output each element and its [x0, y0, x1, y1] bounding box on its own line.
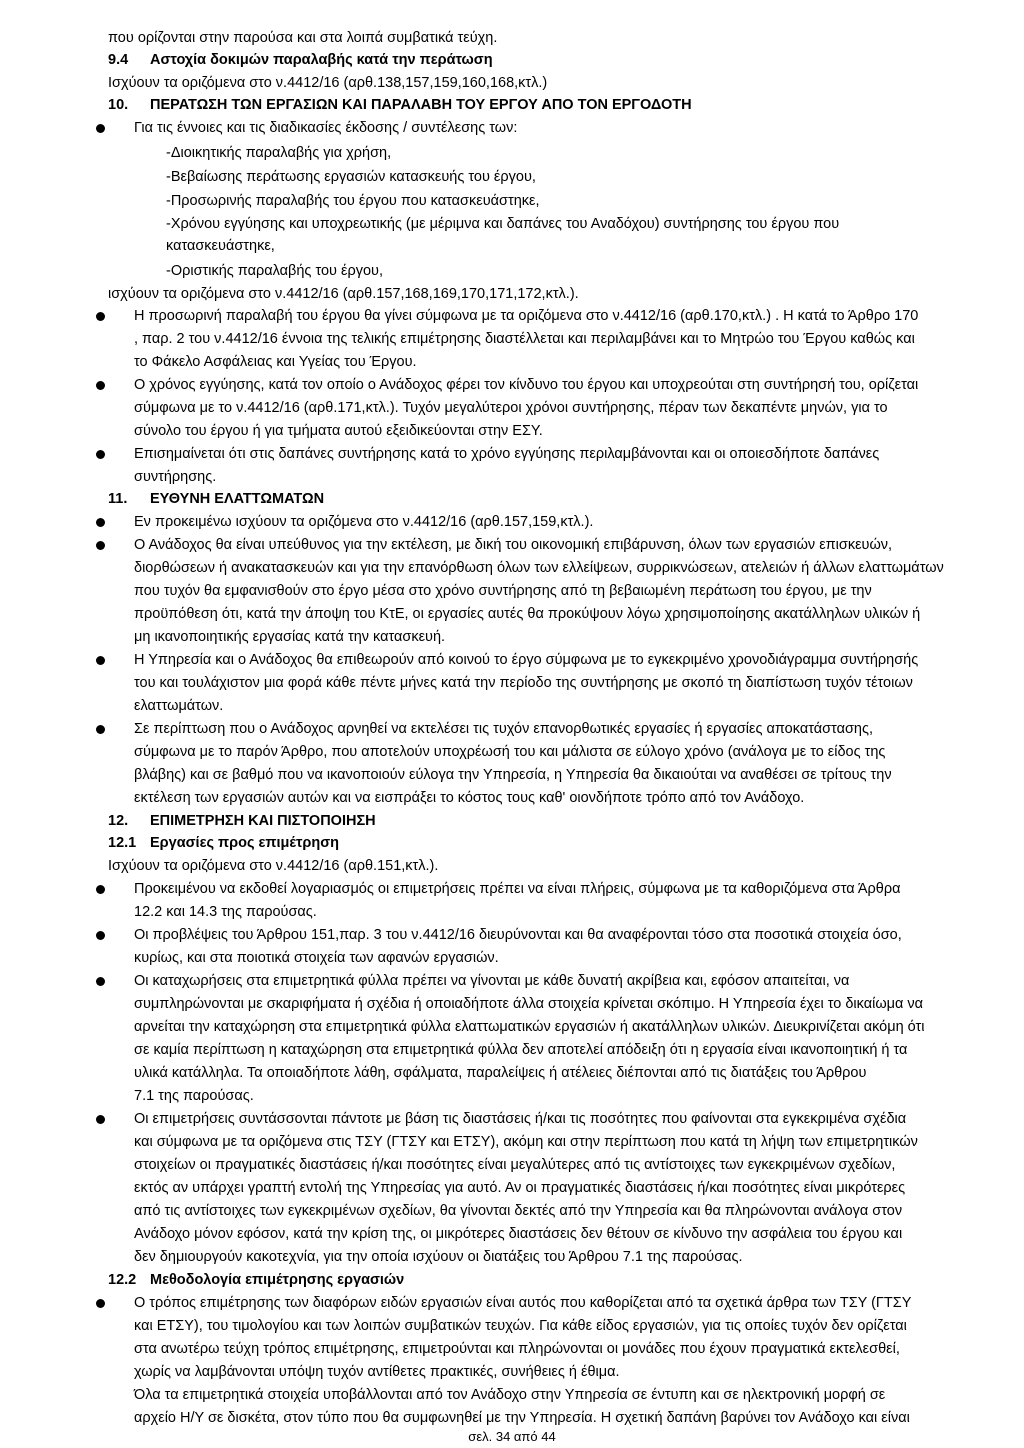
text-line: 12.2 και 14.3 της παρούσας. — [134, 904, 317, 920]
bullet-icon — [96, 124, 105, 133]
section-heading: Μεθοδολογία επιμέτρησης εργασιών — [150, 1272, 405, 1288]
text-line: 7.1 της παρούσας. — [134, 1088, 254, 1104]
text-line: εκτέλεση των εργασιών αυτών και να εισπράξει το κόστος τους καθ' οιονδήποτε τρόπο από τον Ανάδοχο. — [134, 790, 805, 806]
text-line: κυρίως, και στα ποιοτικά στοιχεία των αφανών εργασιών. — [134, 950, 499, 966]
text-line: και ΕΤΣΥ), του τιμολογίου και των λοιπών συμβατικών τευχών. Για κάθε είδος εργασιών, για τις οποίες τυχόν δεν ορίζεται — [134, 1318, 907, 1334]
text-line: το Φάκελο Ασφάλειας και Υγείας του Έργου. — [134, 354, 417, 370]
text-line: Ανάδοχο μόνον εφόσον, κατά την κρίση της, οι μικρότερες διαστάσεις δεν θέτουν σε κίνδυνο την ασφάλεια του έργου και — [134, 1226, 903, 1242]
list-item: -Οριστικής παραλαβής του έργου, — [166, 263, 383, 279]
text-line: συμπληρώνονται με σκαριφήματα ή σχέδια ή οποιαδήποτε άλλα στοιχεία κρίνεται σκόπιμο. Η Υπηρεσία έχει το δικαίωμα να — [134, 996, 924, 1012]
text-line: υλικά κατάλληλα. Τα οποιαδήποτε λάθη, σφάλματα, παραλείψεις ή ατέλειες διέπονται από τις διατάξεις του Άρθρου — [134, 1065, 867, 1081]
text-line: του και τουλάχιστον μια φορά κάθε πέντε μήνες κατά την περίοδο της συντήρησης με σκοπό τη διαπίστωση τυχόν τέτοιων — [134, 675, 913, 691]
section-heading: ΕΠΙΜΕΤΡΗΣΗ ΚΑΙ ΠΙΣΤΟΠΟΙΗΣΗ — [150, 813, 376, 829]
bullet-paragraph: Ο τρόπος επιμέτρησης των διαφόρων ειδών εργασιών είναι αυτός που καθορίζεται από τα σχετικά άρθρα των ΤΣΥ (ΓΤΣΥ — [134, 1295, 912, 1311]
bullet-icon — [96, 450, 105, 459]
text-line: ελαττωμάτων. — [134, 698, 224, 714]
section-heading: Αστοχία δοκιμών παραλαβής κατά την περάτωση — [150, 52, 493, 68]
bullet-paragraph: Επισημαίνεται ότι στις δαπάνες συντήρησης κατά το χρόνο εγγύησης περιλαμβάνονται και οι οποιεσδήποτε δαπάνες — [134, 446, 880, 462]
bullet-paragraph: Οι επιμετρήσεις συντάσσονται πάντοτε με βάση τις διαστάσεις ή/και τις ποσότητες που φαίνονται στα εγκεκριμένα σχέδια — [134, 1111, 907, 1127]
page-number: σελ. 34 από 44 — [468, 1429, 556, 1444]
text-line: στα ανωτέρω τεύχη τρόπος επιμέτρησης, επιμετρούνται και πληρώνονται οι μονάδες που έχουν πραγματικά εκτελεσθεί, — [134, 1341, 900, 1357]
text-line: δεν δημιουργούν κακοτεχνία, για την οποία ισχύουν οι διατάξεις του Άρθρου 7.1 της παρούσας. — [134, 1249, 743, 1265]
list-item: -Βεβαίωσης περάτωσης εργασιών κατασκευής του έργου, — [166, 169, 536, 185]
bullet-icon — [96, 312, 105, 321]
text-line: και σύμφωνα με τα οριζόμενα στις ΤΣΥ (ΓΤΣΥ και ΕΤΣΥ), ακόμη και στην περίπτωση που κατά τη λήψη των επιμετρητικών — [134, 1134, 918, 1150]
text-line: Όλα τα επιμετρητικά στοιχεία υποβάλλονται από τον Ανάδοχο στην Υπηρεσία σε έντυπη και σε ηλεκτρονική μορφή σε — [134, 1387, 886, 1403]
section-number: 11. — [108, 491, 128, 507]
text-line: που τυχόν θα εμφανισθούν στο έργο μέσα στο χρόνο συντήρησης από τη βεβαιωμένη περάτωση του έργου, με την — [134, 583, 872, 599]
bullet-icon — [96, 885, 105, 894]
text-line: ισχύουν τα οριζόμενα στο ν.4412/16 (αρθ.157,168,169,170,171,172,κτλ.). — [108, 286, 579, 302]
text-line: αρχείο Η/Υ σε δισκέτα, στον τύπο που θα συμφωνηθεί με την Υπηρεσία. Η σχετική δαπάνη βαρύνει τον Ανάδοχο και είναι — [134, 1410, 910, 1426]
bullet-icon — [96, 1115, 105, 1124]
text-line: σε καμία περίπτωση η καταχώρηση στα επιμετρητικά φύλλα δεν αποτελεί απόδειξη ότι η εργασία είναι ικανοποιητική ή τα — [134, 1042, 908, 1058]
text-line: βλάβης) και σε βαθμό που να ικανοποιούν εύλογα την Υπηρεσία, η Υπηρεσία θα δικαιούται να αναθέσει σε τρίτους την — [134, 767, 892, 783]
section-heading: ΠΕΡΑΤΩΣΗ ΤΩΝ ΕΡΓΑΣΙΩΝ ΚΑΙ ΠΑΡΑΛΑΒΗ ΤΟΥ ΕΡΓΟΥ ΑΠΟ ΤΟΝ ΕΡΓΟΔΟΤΗ — [150, 97, 692, 113]
text-line: συντήρησης. — [134, 469, 217, 485]
bullet-icon — [96, 725, 105, 734]
text-line: σύμφωνα με το ν.4412/16 (αρθ.171,κτλ.). Τυχόν μεγαλύτεροι χρόνοι συντήρησης, πέραν των δεκαπέντε μηνών, για το — [134, 400, 888, 416]
text-line: , παρ. 2 του ν.4412/16 έννοια της τελικής επιμέτρησης διαστέλλεται και περιλαμβάνει και το Μητρώο του Έργου καθώς και — [134, 331, 915, 347]
bullet-paragraph: Ο χρόνος εγγύησης, κατά τον οποίο ο Ανάδοχος φέρει τον κίνδυνο του έργου και υποχρεούται στη συντήρησή του, ορίζεται — [134, 377, 919, 393]
bullet-icon — [96, 1299, 105, 1308]
bullet-paragraph: Οι προβλέψεις του Άρθρου 151,παρ. 3 του ν.4412/16 διευρύνονται και θα αναφέρονται τόσο στα ποσοτικά στοιχεία όσο, — [134, 927, 902, 943]
bullet-icon — [96, 977, 105, 986]
section-number: 12. — [108, 813, 129, 829]
section-number: 12.2 — [108, 1272, 137, 1288]
text-line: Ισχύουν τα οριζόμενα στο ν.4412/16 (αρθ.138,157,159,160,168,κτλ.) — [108, 75, 548, 91]
text-line: σύμφωνα με το παρόν Άρθρο, που αποτελούν υποχρέωσή του και μάλιστα σε εύλογο χρόνο (ανάλογα με το είδος της — [134, 744, 886, 760]
text-line: εκτός αν υπάρχει γραπτή εντολή της Υπηρεσίας για αυτό. Αν οι πραγματικές διαστάσεις ή/και ποσότητες είναι μικρότερες — [134, 1180, 906, 1196]
list-item: -Προσωρινής παραλαβής του έργου που κατασκευάστηκε, — [166, 193, 540, 209]
bullet-paragraph: Για τις έννοιες και τις διαδικασίες έκδοσης / συντέλεσης των: — [134, 120, 518, 136]
bullet-icon — [96, 656, 105, 665]
bullet-paragraph: Οι καταχωρήσεις στα επιμετρητικά φύλλα πρέπει να γίνονται με κάθε δυνατή ακρίβεια και, εφόσον απαιτείται, να — [134, 973, 850, 989]
bullet-paragraph: Εν προκειμένω ισχύουν τα οριζόμενα στο ν.4412/16 (αρθ.157,159,κτλ.). — [134, 514, 594, 530]
text-line: μη ικανοποιητικής εργασίας κατά την κατασκευή. — [134, 629, 446, 645]
text-line: Ισχύουν τα οριζόμενα στο ν.4412/16 (αρθ.151,κτλ.). — [108, 858, 439, 874]
bullet-paragraph: Η προσωρινή παραλαβή του έργου θα γίνει σύμφωνα με τα οριζόμενα στο ν.4412/16 (αρθ.170,κτλ.) . Η κατά το Άρθρο 170 — [134, 308, 919, 324]
bullet-paragraph: Ο Ανάδοχος θα είναι υπεύθυνος για την εκτέλεση, με δική του οικονομική επιβάρυνση, όλων των εργασιών επισκευών, — [134, 537, 893, 553]
text-line: προϋπόθεση ότι, κατά την άποψη του ΚτΕ, οι εργασίες αυτές θα προκύψουν λόγω χρησιμοποίησης ακατάλληλων υλικών ή — [134, 606, 921, 622]
text-line: αρνείται την καταχώρηση στα επιμετρητικά φύλλα ελαττωματικών εργασιών ή ακατάλληλων υλικών. Διευκρινίζεται ακόμη ότι — [134, 1019, 925, 1035]
bullet-paragraph: Η Υπηρεσία και ο Ανάδοχος θα επιθεωρούν από κοινού το έργο σύμφωνα με το εγκεκριμένο χρονοδιάγραμμα συντήρησής — [134, 652, 919, 668]
section-heading: Εργασίες προς επιμέτρηση — [150, 835, 340, 851]
text-line: στοιχείων οι πραγματικές διαστάσεις ή/και ποσότητες είναι μεγαλύτερες από τις αντίστοιχες των εγκεκριμένων σχεδίων, — [134, 1157, 896, 1173]
text-line: που ορίζονται στην παρούσα και στα λοιπά συμβατικά τεύχη. — [108, 30, 498, 46]
section-number: 12.1 — [108, 835, 137, 851]
list-item: κατασκευάστηκε, — [166, 238, 275, 254]
bullet-paragraph: Σε περίπτωση που ο Ανάδοχος αρνηθεί να εκτελέσει τις τυχόν επανορθωτικές εργασίες ή εργασίες αποκατάστασης, — [134, 721, 873, 737]
section-heading: ΕΥΘΥΝΗ ΕΛΑΤΤΩΜΑΤΩΝ — [150, 491, 325, 507]
section-number: 10. — [108, 97, 129, 113]
section-number: 9.4 — [108, 52, 129, 68]
bullet-icon — [96, 518, 105, 527]
bullet-icon — [96, 931, 105, 940]
list-item: -Χρόνου εγγύησης και υποχρεωτικής (με μέριμνα και δαπάνες του Αναδόχου) συντήρησης του έργου που — [166, 216, 840, 232]
text-line: από τις αντίστοιχες των εγκεκριμένων σχεδίων, θα γίνονται δεκτές από την Υπηρεσία και θα πληρώνονται ανάλογα στον — [134, 1203, 903, 1219]
bullet-icon — [96, 541, 105, 550]
list-item: -Διοικητικής παραλαβής για χρήση, — [166, 145, 392, 161]
text-line: χωρίς να λαμβάνονται υπόψη τυχόν αντίθετες πρακτικές, συνήθειες ή έθιμα. — [134, 1364, 620, 1380]
text-line: διορθώσεων ή ανακατασκευών και για την επανόρθωση όλων των ελλείψεων, συρρικνώσεων, ατελειών ή άλλων ελαττωμάτων — [134, 560, 944, 576]
bullet-icon — [96, 381, 105, 390]
text-line: σύνολο του έργου ή για τμήματα αυτού εξειδικεύονται στην ΕΣΥ. — [134, 423, 543, 439]
bullet-paragraph: Προκειμένου να εκδοθεί λογαριασμός οι επιμετρήσεις πρέπει να είναι πλήρεις, σύμφωνα με τα καθοριζόμενα στα Άρθρα — [134, 881, 901, 897]
